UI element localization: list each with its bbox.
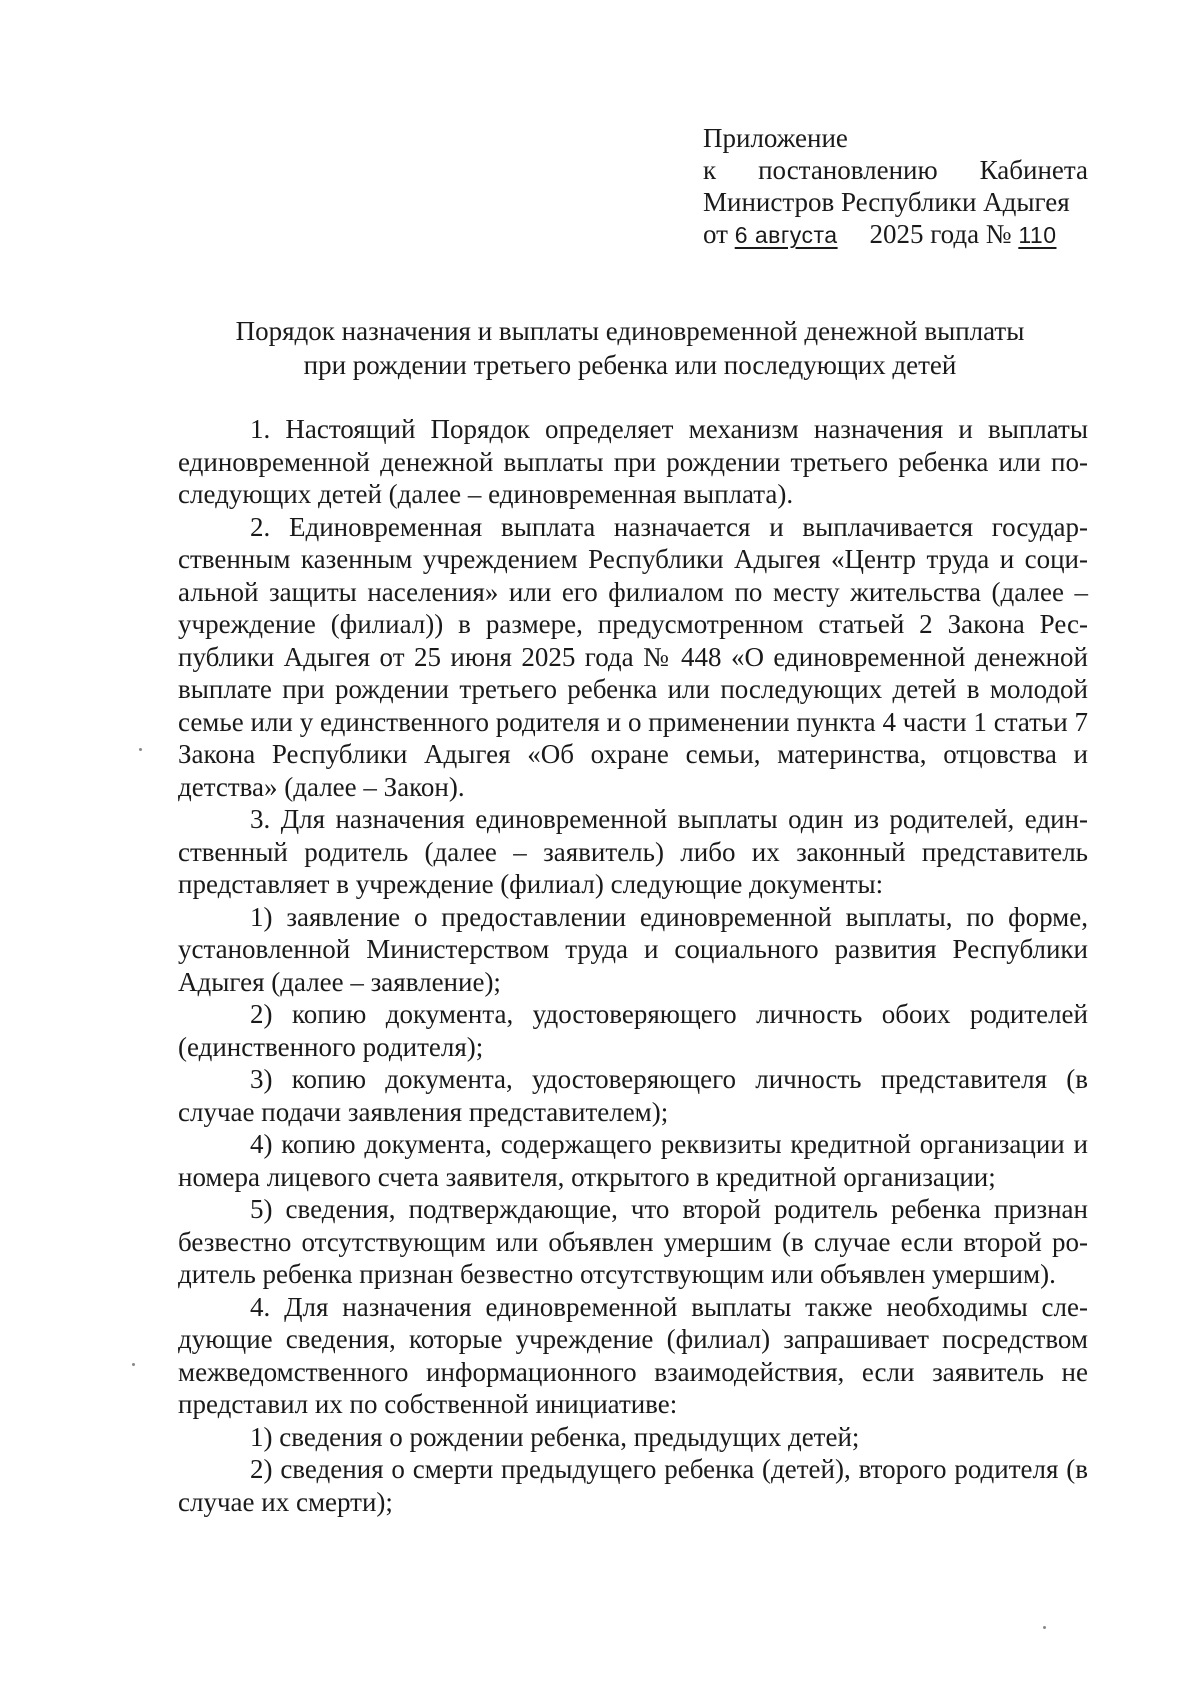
paragraph-3-item-4: 4) копию документа, содержащего реквизиты кредитной организации и номера лицевого счета заявителя, открытого в кредитной организации;	[178, 1129, 1088, 1192]
document-title	[150, 314, 1110, 382]
appendix-date-prefix: от	[703, 219, 728, 249]
document-body	[178, 413, 1088, 1518]
appendix-ministers: Министров Республики Адыгея	[703, 187, 1070, 217]
paragraph-1: 1. Настоящий Порядок определяет механизм назначения и выплаты единовременной денежной выплаты при рождении третьего ребенка или последующих детей (далее – единовременная выплата).	[178, 414, 1088, 509]
appendix-year: 2025 года №	[869, 219, 1012, 249]
appendix-resolution-line	[703, 154, 1088, 186]
appendix-to: к	[703, 155, 717, 185]
appendix-date-value: 6 августа	[734, 222, 838, 248]
appendix-cabinet: Кабинета	[979, 155, 1088, 185]
title-line-2: при рождении третьего ребенка или последующих детей	[303, 350, 957, 380]
scan-speck	[139, 748, 142, 751]
paragraph-4-item-2: 2) сведения о смерти предыдущего ребенка (детей), второго родителя (в случае их смерти);	[178, 1454, 1088, 1517]
appendix-resolution: постановлению	[758, 155, 938, 185]
scan-speck	[132, 1363, 135, 1366]
scan-speck	[1043, 1626, 1046, 1629]
paragraph-3-item-1: 1) заявление о предоставлении единовременной выплаты, по форме, установленной Министерством труда и социального развития Республики Адыгея (далее – заявление);	[178, 901, 1088, 997]
appendix-label: Приложение	[703, 123, 848, 153]
paragraph-4-item-1: 1) сведения о рождении ребенка, предыдущих детей;	[250, 1421, 860, 1452]
appendix-header	[703, 122, 1088, 251]
paragraph-4: 4. Для назначения единовременной выплаты также необходимы следующие сведения, которые учреждение (филиал) запрашивает посредством межведомственного информационного взаимодействия, если заявитель не представил их по собственной инициативе:	[178, 1291, 1088, 1419]
paragraph-2: 2. Единовременная выплата назначается и выплачивается государственным казенным учреждением Республики Адыгея «Центр труда и социальной защиты населения» или его филиалом по месту жительства (далее – учреждение (филиал)) в размере, предусмотренном статьей 2 Закона Республики Адыгея от 25 июня 2025 года № 448 «О единовременной денежной выплате при рождении третьего ребенка или последующих детей в молодой семье или у единственного родителя и о применении пункта 4 части 1 статьи 7 Закона Республики Адыгея «Об охране семьи, материнства, отцовства и детства» (далее – Закон).	[178, 511, 1088, 802]
paragraph-3: 3. Для назначения единовременной выплаты один из родителей, единственный родитель (далее – заявитель) либо их законный представитель представляет в учреждение (филиал) следующие документы:	[178, 804, 1088, 899]
appendix-number-value: 110	[1018, 222, 1057, 248]
title-line-1: Порядок назначения и выплаты единовременной денежной выплаты	[235, 316, 1025, 346]
paragraph-3-item-2: 2) копию документа, удостоверяющего личность обоих родителей (единственного родителя);	[178, 999, 1088, 1062]
paragraph-3-item-5: 5) сведения, подтверждающие, что второй родитель ребенка признан безвестно отсутствующим или объявлен умершим (в случае если второй родитель ребенка признан безвестно отсутствующим или объявлен умершим).	[178, 1194, 1088, 1289]
paragraph-3-item-3: 3) копию документа, удостоверяющего личность представителя (в случае подачи заявления представителем);	[178, 1064, 1088, 1127]
appendix-date-line	[703, 218, 1088, 251]
